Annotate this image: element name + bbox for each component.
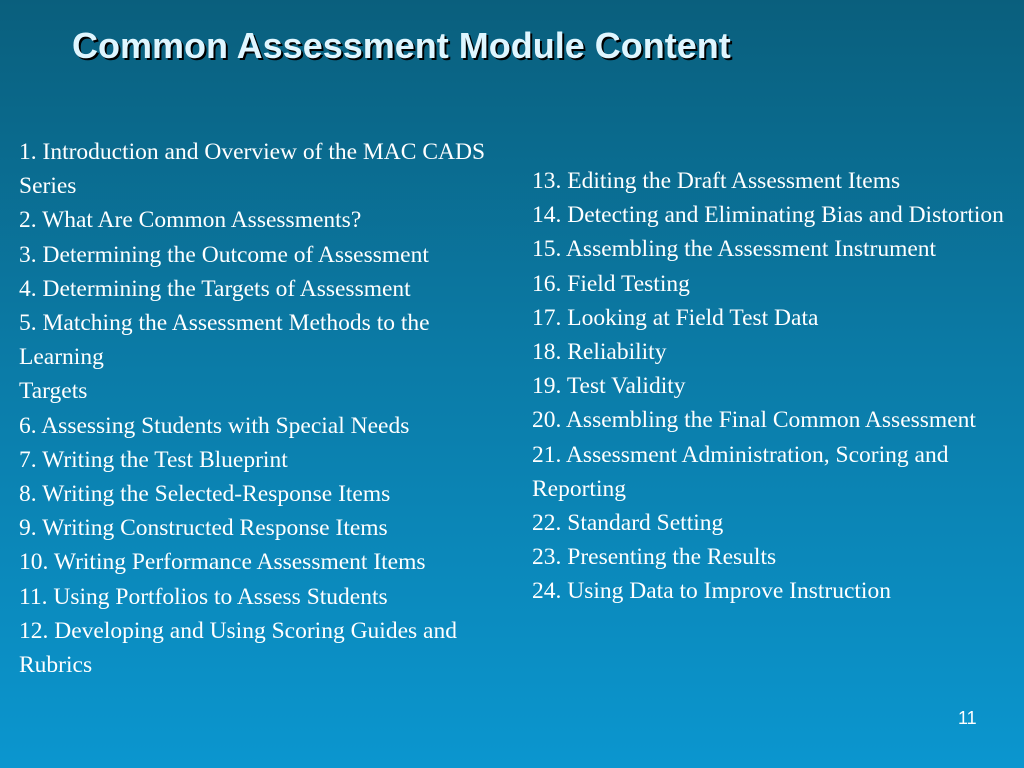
module-item-6: 6. Assessing Students with Special Needs: [19, 412, 410, 439]
module-item-3: 3. Determining the Outcome of Assessment: [19, 241, 429, 268]
module-item-17: 17. Looking at Field Test Data: [532, 304, 819, 331]
module-item-8: 8. Writing the Selected-Response Items: [19, 481, 391, 508]
module-item-12: 12. Developing and Using Scoring Guides and Rubrics: [19, 617, 457, 679]
left-module-list: [19, 135, 517, 682]
module-item-20: 20. Assembling the Final Common Assessment: [532, 407, 976, 434]
module-item-7: 7. Writing the Test Blueprint: [19, 446, 288, 473]
module-item-4: 4. Determining the Targets of Assessment: [19, 275, 411, 302]
slide-title: Common Assessment Module Content: [72, 25, 731, 66]
module-item-16: 16. Field Testing: [532, 270, 690, 297]
module-item-18: 18. Reliability: [532, 339, 667, 366]
module-item-23: 23. Presenting the Results: [532, 544, 777, 571]
module-item-14: 14. Detecting and Eliminating Bias and Distortion: [532, 202, 1004, 229]
module-item-11: 11. Using Portfolios to Assess Students: [19, 583, 388, 610]
page-number: 11: [958, 708, 977, 728]
module-item-1: 1. Introduction and Overview of the MAC CADS Series: [19, 139, 486, 200]
module-item-21: 21. Assessment Administration, Scoring and Reporting: [532, 441, 949, 502]
module-item-15: 15. Assembling the Assessment Instrument: [532, 236, 937, 263]
module-item-10: 10. Writing Performance Assessment Items: [19, 549, 426, 576]
module-item-5: 5. Matching the Assessment Methods to the Learning: [19, 310, 430, 371]
module-item-24: 24. Using Data to Improve Instruction: [532, 578, 891, 605]
module-item-22: 22. Standard Setting: [532, 510, 724, 537]
right-module-list: [532, 164, 1020, 609]
module-item-2: 2. What Are Common Assessments?: [19, 207, 362, 234]
module-item-5-continued: Targets: [19, 378, 88, 405]
module-item-13: 13. Editing the Draft Assessment Items: [532, 168, 901, 194]
module-item-19: 19. Test Validity: [532, 373, 686, 400]
module-item-9: 9. Writing Constructed Response Items: [19, 515, 388, 542]
